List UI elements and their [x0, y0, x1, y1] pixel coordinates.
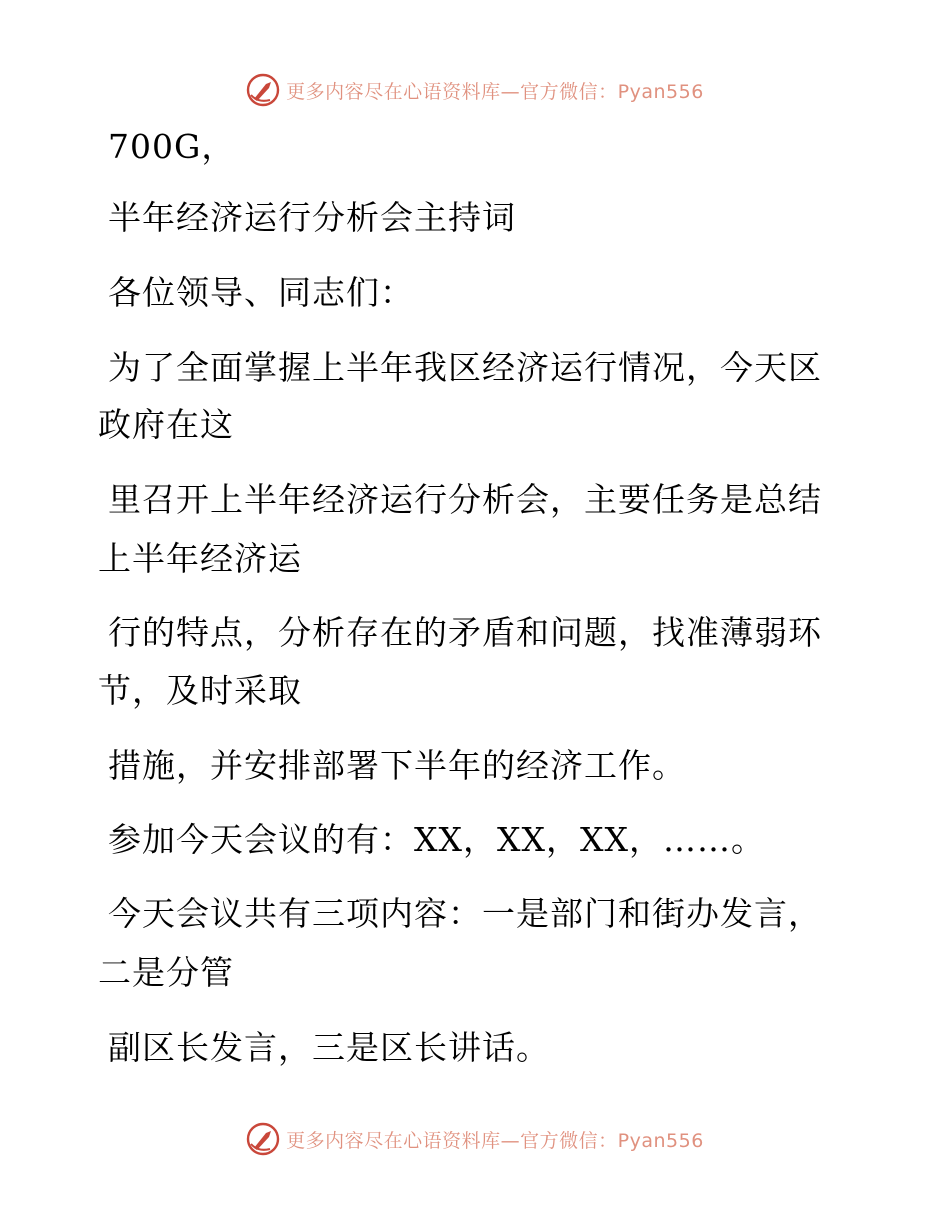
text-line: 为了全面掌握上半年我区经济运行情况，今天区 [108, 348, 822, 387]
watermark-header [0, 70, 950, 110]
watermark-footer [0, 1119, 950, 1159]
text-line: 700G， [108, 127, 236, 166]
text-line: 里召开上半年经济运行分析会，主要任务是总结 [108, 480, 822, 519]
text-line: 今天会议共有三项内容：一是部门和街办发言， [108, 894, 822, 933]
text-line: 节，及时采取 [98, 671, 302, 710]
document-title: 半年经济运行分析会主持词 [108, 198, 516, 237]
text-line: 措施，并安排部署下半年的经济工作。 [108, 746, 686, 785]
text-line: 政府在这 [98, 405, 234, 444]
text-line: 参加今天会议的有：XX，XX，XX，……。 [108, 820, 765, 859]
text-line: 上半年经济运 [98, 539, 302, 578]
watermark-text: 更多内容尽在心语资料库—官方微信：Pyan556 [286, 1129, 704, 1152]
pen-nib-logo-icon [246, 73, 280, 107]
text-line: 行的特点，分析存在的矛盾和问题，找准薄弱环 [108, 613, 822, 652]
text-line: 各位领导、同志们： [108, 273, 414, 312]
text-line: 二是分管 [98, 953, 234, 992]
pen-nib-logo-icon [246, 1122, 280, 1156]
text-line: 副区长发言，三是区长讲话。 [108, 1028, 550, 1067]
watermark-text: 更多内容尽在心语资料库—官方微信：Pyan556 [286, 80, 704, 103]
